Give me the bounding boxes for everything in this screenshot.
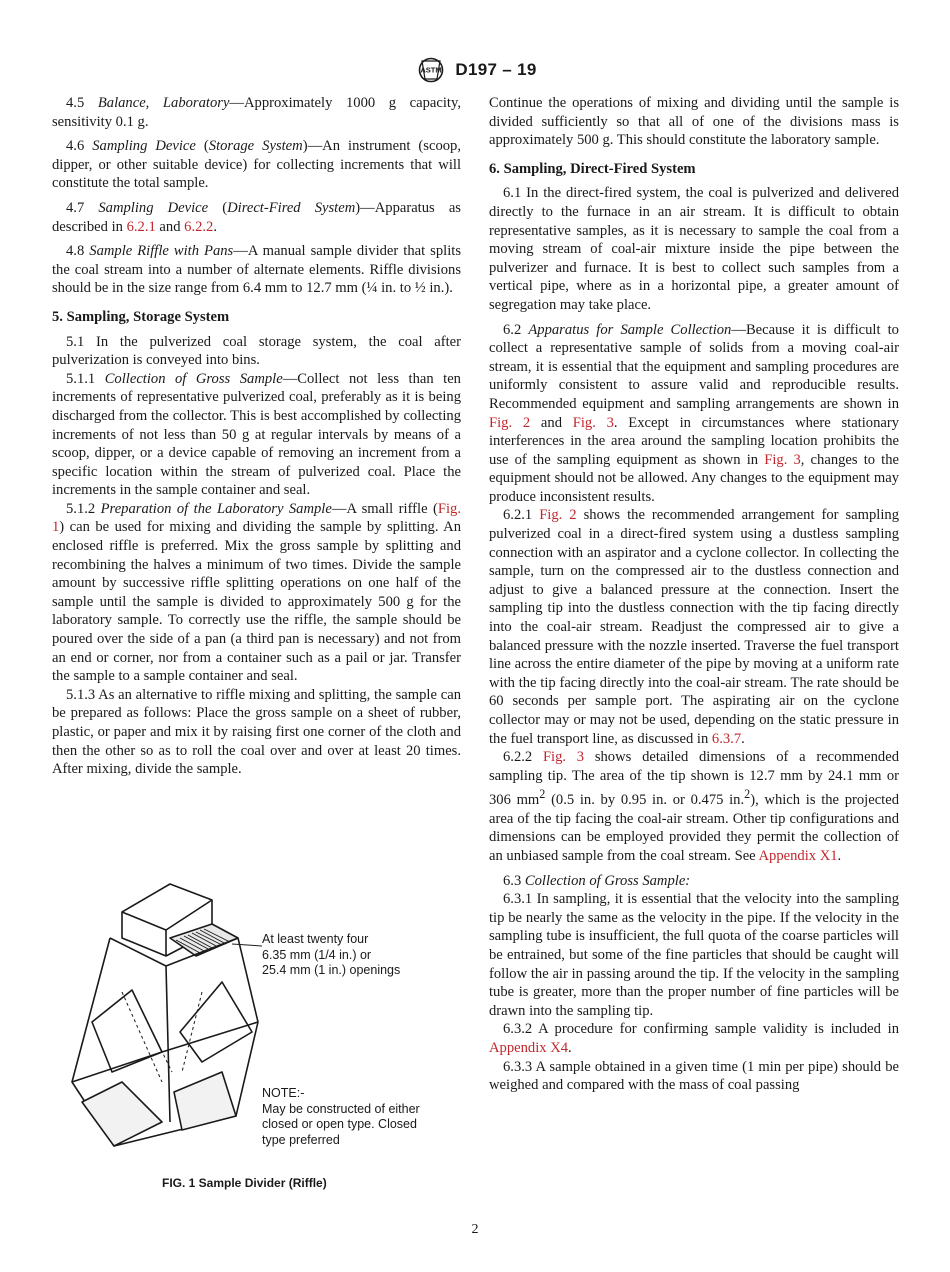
paragraph-4-5: 4.5 Balance, Laboratory—Approximately 1000 g capacity, sensitivity 0.1 g. <box>52 95 461 130</box>
ref-link[interactable]: Fig. 2 <box>539 507 577 524</box>
paragraph-6-2-2: 6.2.2 Fig. 3 shows detailed dimensions of a recommended sampling tip. The area of the tip shown is 12.7 mm by 24.1 mm or 306 $mm^2$ (0.5 in. by 0.95 in. or 0.475 in.$^2$), which is the projected area of the tip facing the coal-air stream. Other tip configurations and dimensions can be employed provided they permit the collection of an unbiased sample from the coal stream. See Appendix X1. <box>489 749 900 865</box>
figure-1-riffle <box>52 866 461 1196</box>
ref-link[interactable]: Appendix X4 <box>489 1039 569 1056</box>
ref-link[interactable]: 6.2.1 <box>126 218 156 235</box>
paragraph-6-2: 6.2 Apparatus for Sample Collection—Because it is difficult to collect a representative sample of solids from a moving coal-air stream, it is essential that the equipment and sampling procedures are uniformly consistent to assure valid and reproducible results. Recommended equipment and sampling arrangements are shown in Fig. 2 and Fig. 3. Except in circumstances where stationary interferences in the area around the sampling location prohibits the use of the sampling equipment as shown in Fig. 3, changes to the equipment should not be allowed. Any changes to the equipment may produce inconsistent results. <box>489 321 900 505</box>
figure-callout-openings: At least twenty four 6.35 mm (1/4 in.) or 25.4 mm (1 in.) openings <box>262 932 401 977</box>
right-column <box>489 94 899 1095</box>
ref-link[interactable]: Appendix X1 <box>758 848 838 865</box>
left-column <box>52 94 461 779</box>
paragraph-4-7: 4.7 Sampling Device (Direct-Fired System)—Apparatus as described in 6.2.1 and 6.2.2. <box>52 199 461 235</box>
ref-link[interactable]: Fig. 3 <box>542 749 585 766</box>
paragraph-6-2-1: 6.2.1 Fig. 2 shows the recommended arrangement for sampling pulverized coal in a direct-fired system using a dustless sampling connection with an aspirator and a cyclone collector. In collecting the sample, turn on the compressed air to the dustless connection and adjust to give a balanced pressure at the connection. Insert the sampling tip into the dustless connection with the tip facing directly into the coal-air stream. Readjust the compressed air to give a balanced pressure with the nozzle inserted. Traverse the fuel transport line across the entire diameter of the pipe by moving at a uniform rate with the tip facing directly into the coal-air stream. The rate should be 60 seconds per sample port. The aspirating air on the cyclone collector may or may not be used, depending on the static pressure in the fuel transport line, as discussed in 6.3.7. <box>489 507 900 747</box>
ref-link[interactable]: Fig. 3 <box>764 451 801 468</box>
document-designation: D197 – 19 <box>455 60 537 79</box>
riffle-drawing <box>62 872 272 1172</box>
section-5-heading: 5. Sampling, Storage System <box>52 308 230 325</box>
paragraph-4-6: 4.6 Sampling Device (Storage System)—An instrument (scoop, dipper, or other suitable device) for collecting increments that will constitute the total sample. <box>52 138 461 192</box>
paragraph-6-1: 6.1 In the direct-fired system, the coal is pulverized and delivered directly to the furnace in an air stream. It is difficult to obtain representative samples, as it is necessary to sample the coal from a moving stream of coal-air mixture inside the pipe between the pulverizer and furnace. It is best to collect such samples from a vertical pipe, where as in a horizontal pipe, a greater amount of segregation may take place. <box>489 185 899 313</box>
figure-caption: FIG. 1 Sample Divider (Riffle) <box>162 1176 327 1190</box>
paragraph-6-3: 6.3 Collection of Gross Sample: <box>503 872 691 889</box>
page-header <box>0 58 950 82</box>
paragraph-6-3-1: 6.3.1 In sampling, it is essential that the velocity into the sampling tip be nearly the same as the velocity in the pipe. If the velocity in the sampling tube is insufficient, the full quota of the coarse particles will be entrained, but some of the fine particles that should be caught will follow the air in passing around the tip. If the velocity in the sampling tube is greater, more than the proper number of fine particles will be drawn into the sampling tip. <box>489 891 899 1019</box>
paragraph-continued: Continue the operations of mixing and dividing until the sample is divided sufficiently so that all of one of the divisions mass is approximately 500 g. This should constitute the laboratory sample. <box>489 95 899 149</box>
paragraph-5-1-1: 5.1.1 Collection of Gross Sample—Collect not less than ten increments of representative pulverized coal, preferably as it is being discharged from the collector. This is best accomplished by collecting increments of not less than 50 g at regular intervals by means of a scoop, dipper, or a device capable of removing an increment from a specific location within the stream of pulverized coal. Place the increments in the sample container and seal. <box>52 370 461 499</box>
paragraph-5-1-3: 5.1.3 As an alternative to riffle mixing and splitting, the sample can be prepared as follows: Place the gross sample on a sheet of rubber, plastic, or paper and mix it by raising first one corner of the cloth and then the other so as to roll the coal over and over at least 20 times. After mixing, divide the sample. <box>52 686 461 778</box>
section-6-heading: 6. Sampling, Direct-Fired System <box>489 160 696 177</box>
astm-logo-icon <box>413 57 449 83</box>
paragraph-4-8: 4.8 Sample Riffle with Pans—A manual sample divider that splits the coal stream into a number of alternate elements. Riffle divisions should be in the size range from 6.4 mm to 12.7 mm (¼ in. to ½ in.). <box>52 243 462 297</box>
page-number: 2 <box>471 1222 479 1237</box>
paragraph-5-1: 5.1 In the pulverized coal storage system, the coal after pulverization is conveyed into bins. <box>52 333 461 369</box>
figure-note: NOTE:- May be constructed of either closed or open type. Closed type preferred <box>262 1086 420 1147</box>
paragraph-5-1-2: 5.1.2 Preparation of the Laboratory Sample—A small riffle (Fig. 1) can be used for mixing and dividing the sample by splitting. An enclosed riffle is preferred. Mix the gross sample by splitting and recombining the halves a minimum of two times. Divide the sample amount by successive riffle splitting operations on one half of the sample until the sample is divided to approximately 500 g for the laboratory sample. To correctly use the riffle, the sample should be poured over the side of a pan (a third pan is necessary) and not from an end or corner, nor from a container such as a pail or jar. Transfer the sample to a sample container and seal. <box>52 500 461 685</box>
ref-link[interactable]: Fig. 1 <box>52 500 461 536</box>
ref-link[interactable]: 6.2.2 <box>184 218 214 235</box>
ref-link[interactable]: Fig. 2 <box>489 414 531 431</box>
paragraph-6-3-2: 6.3.2 A procedure for confirming sample validity is included in Appendix X4. <box>489 1021 899 1056</box>
paragraph-6-3-3: 6.3.3 A sample obtained in a given time (1 min per pipe) should be weighed and compared with the mass of coal passing <box>489 1058 899 1094</box>
ref-link[interactable]: 6.3.7 <box>711 730 742 747</box>
ref-link[interactable]: Fig. 3 <box>572 414 614 431</box>
logo-text: ASTM <box>420 65 443 75</box>
